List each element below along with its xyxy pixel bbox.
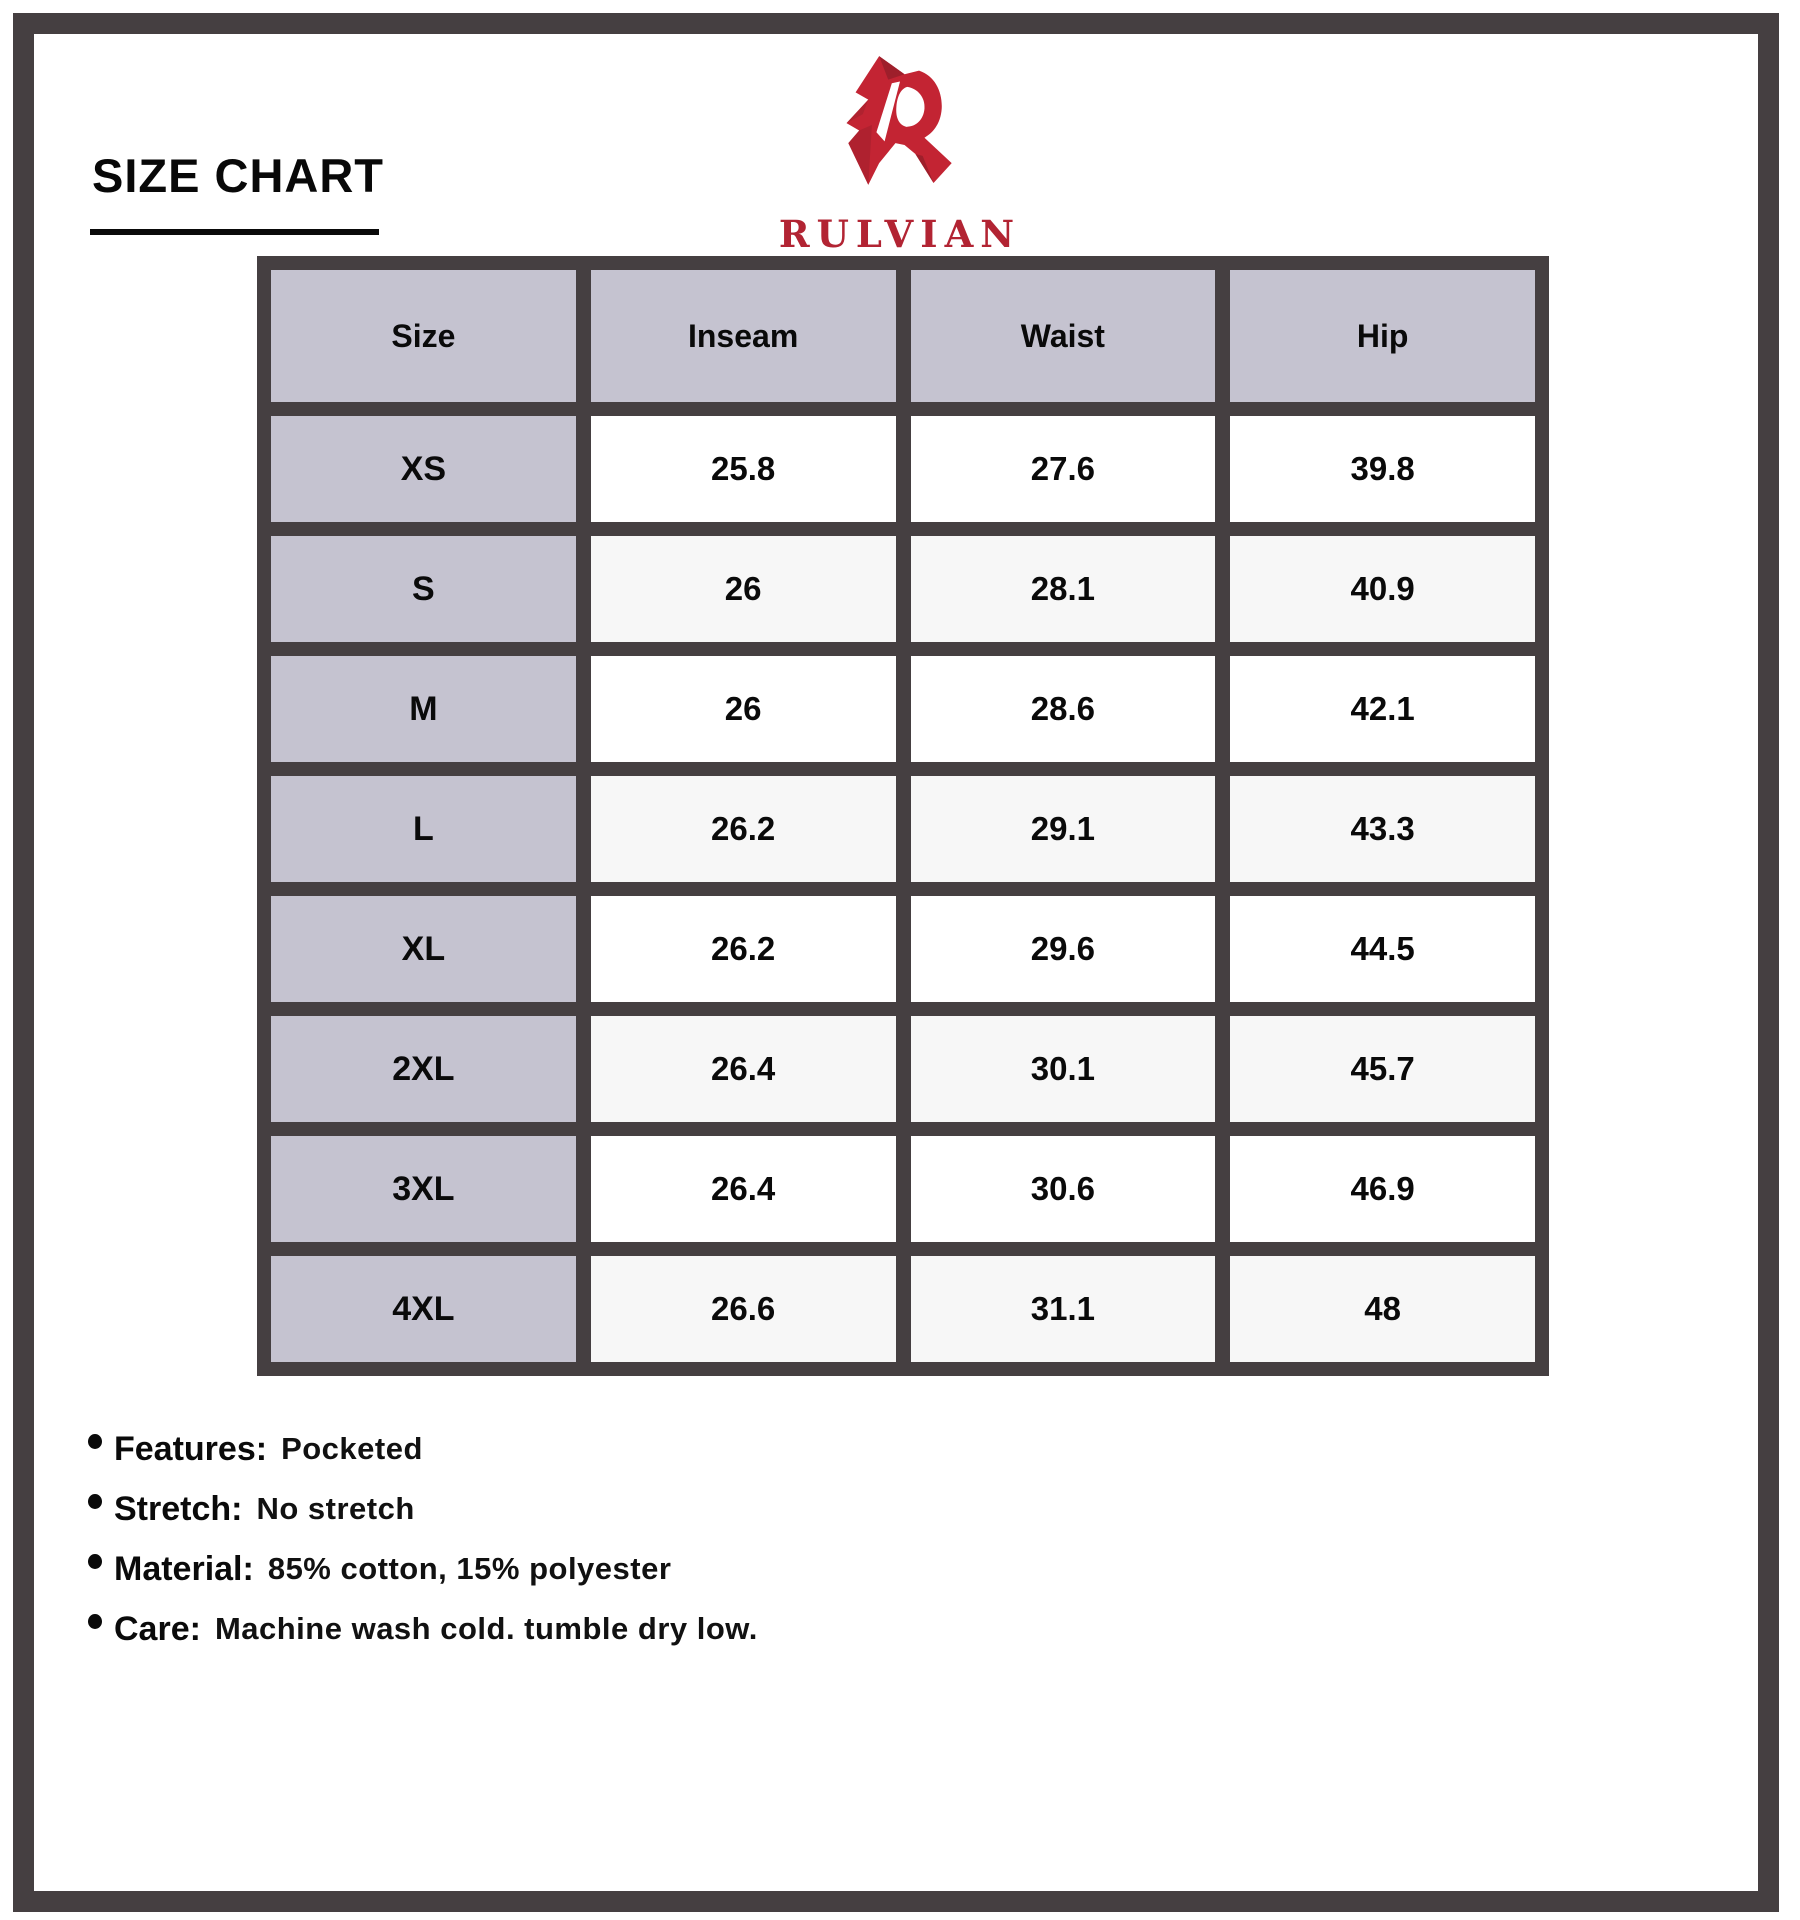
list-item-material xyxy=(88,1548,758,1590)
cell-m-waist: 28.6 xyxy=(911,656,1216,762)
brand-logo xyxy=(690,46,1110,256)
cell-l-waist: 29.1 xyxy=(911,776,1216,882)
care-label: Care: xyxy=(114,1609,201,1648)
care-value: Machine wash cold. tumble dry low. xyxy=(214,1611,758,1646)
cell-4xl-inseam: 26.6 xyxy=(591,1256,896,1362)
rulvian-r-icon xyxy=(832,46,968,204)
cell-4xl-hip: 48 xyxy=(1230,1256,1535,1362)
cell-2xl-hip: 45.7 xyxy=(1230,1016,1535,1122)
material-label: Material: xyxy=(114,1549,254,1588)
cell-m-hip: 42.1 xyxy=(1230,656,1535,762)
column-header-inseam: Inseam xyxy=(591,270,896,402)
bullet-icon xyxy=(88,1494,102,1509)
cell-l-inseam: 26.2 xyxy=(591,776,896,882)
cell-xs-waist: 27.6 xyxy=(911,416,1216,522)
list-item-care xyxy=(88,1608,758,1650)
cell-xl-hip: 44.5 xyxy=(1230,896,1535,1002)
cell-xs-inseam: 25.8 xyxy=(591,416,896,522)
row-header-l: L xyxy=(271,776,576,882)
size-chart-table xyxy=(257,256,1549,1376)
row-header-3xl: 3XL xyxy=(271,1136,576,1242)
stretch-label: Stretch: xyxy=(114,1489,243,1528)
bullet-icon xyxy=(88,1554,102,1569)
list-item-features xyxy=(88,1428,758,1470)
cell-s-waist: 28.1 xyxy=(911,536,1216,642)
cell-3xl-waist: 30.6 xyxy=(911,1136,1216,1242)
column-header-waist: Waist xyxy=(911,270,1216,402)
bullet-icon xyxy=(88,1614,102,1629)
product-details-list xyxy=(88,1428,758,1668)
cell-2xl-inseam: 26.4 xyxy=(591,1016,896,1122)
material-value: 85% cotton, 15% polyester xyxy=(267,1551,672,1586)
page-title: SIZE CHART xyxy=(92,149,384,202)
cell-3xl-inseam: 26.4 xyxy=(591,1136,896,1242)
cell-xs-hip: 39.8 xyxy=(1230,416,1535,522)
list-item-stretch xyxy=(88,1488,758,1530)
features-label: Features: xyxy=(114,1429,268,1468)
stretch-value: No stretch xyxy=(256,1491,415,1526)
row-header-s: S xyxy=(271,536,576,642)
cell-4xl-waist: 31.1 xyxy=(911,1256,1216,1362)
column-header-size: Size xyxy=(271,270,576,402)
cell-xl-inseam: 26.2 xyxy=(591,896,896,1002)
title-underline xyxy=(90,229,379,235)
cell-3xl-hip: 46.9 xyxy=(1230,1136,1535,1242)
cell-l-hip: 43.3 xyxy=(1230,776,1535,882)
bullet-icon xyxy=(88,1434,102,1449)
row-header-xl: XL xyxy=(271,896,576,1002)
brand-wordmark: RULVIAN xyxy=(778,212,1022,256)
cell-m-inseam: 26 xyxy=(591,656,896,762)
column-header-hip: Hip xyxy=(1230,270,1535,402)
row-header-4xl: 4XL xyxy=(271,1256,576,1362)
cell-s-inseam: 26 xyxy=(591,536,896,642)
cell-xl-waist: 29.6 xyxy=(911,896,1216,1002)
cell-s-hip: 40.9 xyxy=(1230,536,1535,642)
row-header-m: M xyxy=(271,656,576,762)
cell-2xl-waist: 30.1 xyxy=(911,1016,1216,1122)
features-value: Pocketed xyxy=(281,1431,423,1466)
row-header-2xl: 2XL xyxy=(271,1016,576,1122)
row-header-xs: XS xyxy=(271,416,576,522)
